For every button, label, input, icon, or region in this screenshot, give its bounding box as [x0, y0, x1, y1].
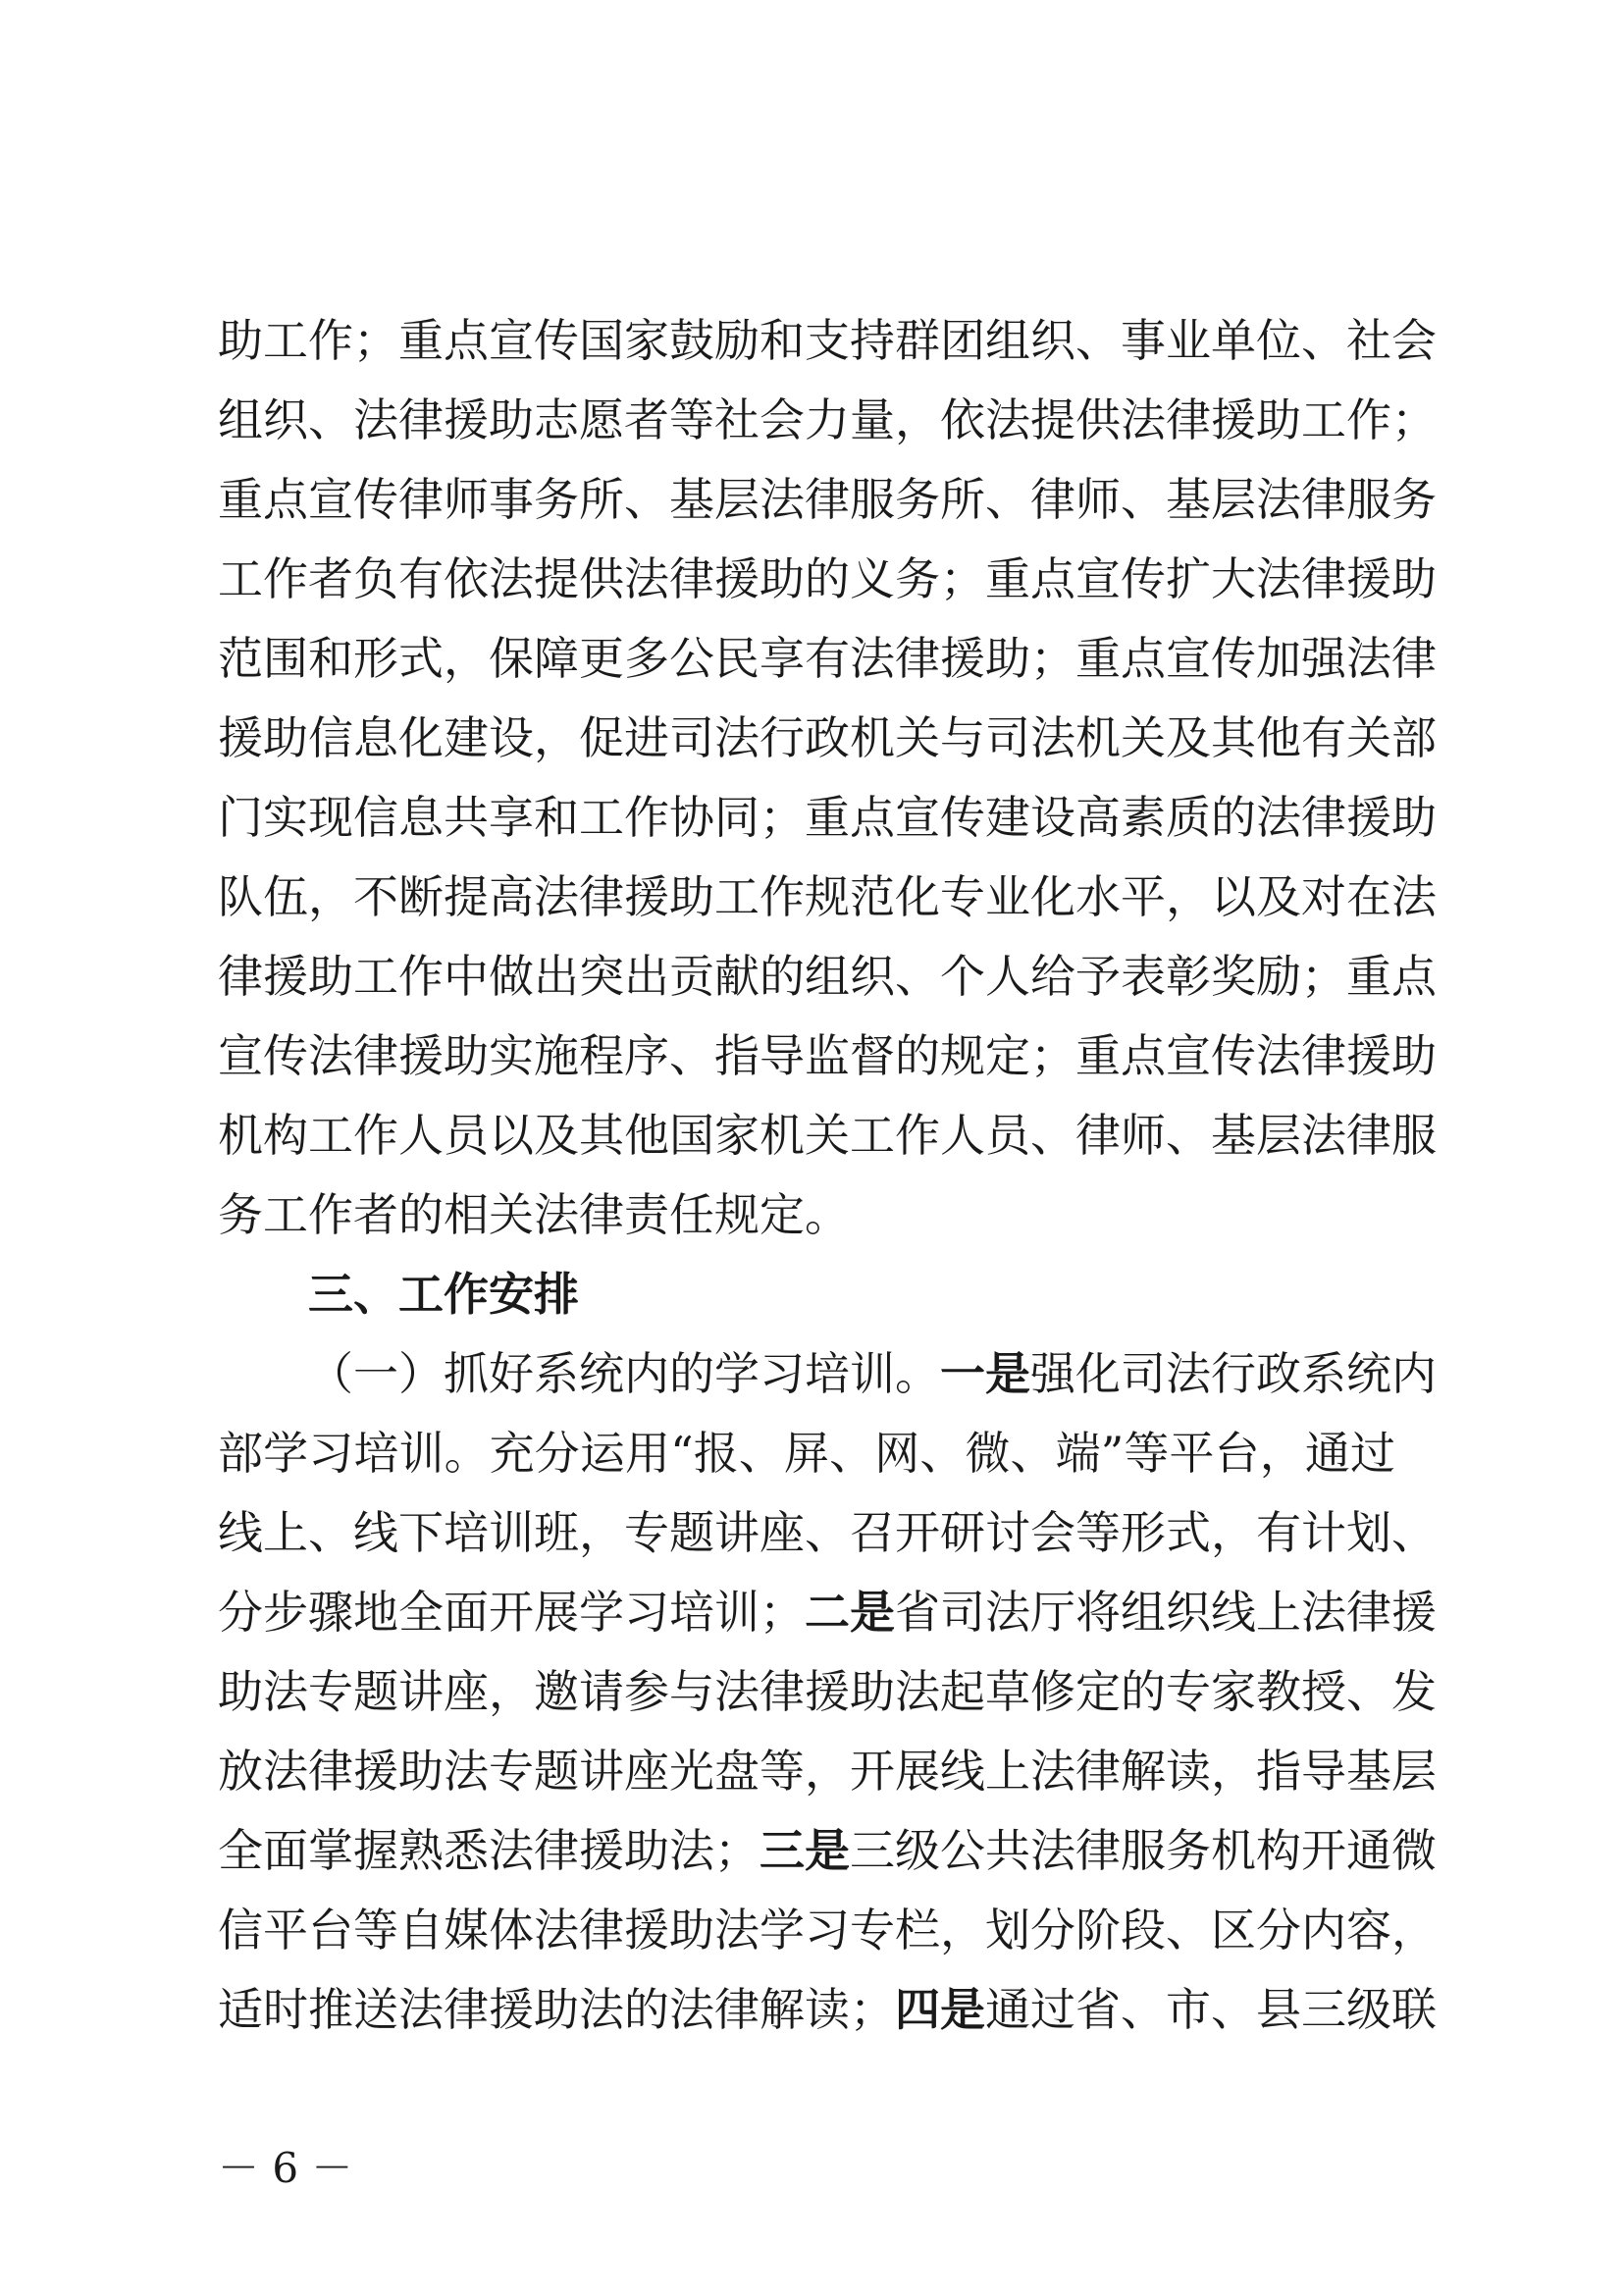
text-line: 范围和形式，保障更多公民享有法律援助；重点宣传加强法律 — [218, 632, 1437, 685]
subheading-text: （一）抓好系统内的学习培训。 — [308, 1347, 940, 1400]
text-line: 信平台等自媒体法律援助法学习专栏，划分阶段、区分内容， — [218, 1904, 1437, 1957]
item-marker: 三是 — [760, 1824, 850, 1877]
text-line: 线上、线下培训班，专题讲座、召开研讨会等形式，有计划、 — [218, 1506, 1437, 1559]
text-line: 宣传法律援助实施程序、指导监督的规定；重点宣传法律援助 — [218, 1029, 1437, 1082]
text-line: 助工作；重点宣传国家鼓励和支持群团组织、事业单位、社会 — [218, 314, 1437, 367]
item-marker: 一是 — [940, 1347, 1030, 1400]
text-line: 援助信息化建设，促进司法行政机关与司法机关及其他有关部 — [218, 711, 1437, 764]
text-line — [218, 1334, 1437, 1414]
text-span: 全面掌握熟悉法律援助法； — [218, 1824, 760, 1877]
text-line: 放法律援助法专题讲座光盘等，开展线上法律解读，指导基层 — [218, 1745, 1437, 1798]
body-text — [218, 301, 1437, 2050]
text-span: 三级公共法律服务机构开通微 — [850, 1824, 1437, 1877]
item-marker: 四是 — [895, 1983, 985, 2036]
text-line: 队伍，不断提高法律援助工作规范化专业化水平，以及对在法 — [218, 870, 1437, 923]
text-line: 组织、法律援助志愿者等社会力量，依法提供法律援助工作； — [218, 393, 1437, 446]
text-line: 律援助工作中做出突出贡献的组织、个人给予表彰奖励；重点 — [218, 950, 1437, 1003]
text-line: 重点宣传律师事务所、基层法律服务所、律师、基层法律服务 — [218, 473, 1437, 526]
text-span: 省司法厅将组织线上法律援 — [895, 1586, 1437, 1639]
text-line: 部学习培训。充分运用“报、屏、网、微、端”等平台，通过 — [218, 1427, 1395, 1480]
section-heading: 三、工作安排 — [308, 1268, 579, 1321]
text-span: 适时推送法律援助法的法律解读； — [218, 1983, 895, 2036]
text-line: 机构工作人员以及其他国家机关工作人员、律师、基层法律服 — [218, 1109, 1437, 1162]
text-line: 助法专题讲座，邀请参与法律援助法起草修定的专家教授、发 — [218, 1665, 1437, 1718]
text-line: 门实现信息共享和工作协同；重点宣传建设高素质的法律援助 — [218, 791, 1437, 844]
text-line: 工作者负有依法提供法律援助的义务；重点宣传扩大法律援助 — [218, 552, 1437, 605]
text-line — [218, 1811, 1437, 1891]
page-number: － 6 － — [218, 2144, 353, 2192]
text-span: 分步骤地全面开展学习培训； — [218, 1586, 805, 1639]
item-marker: 二是 — [805, 1586, 895, 1639]
text-line — [218, 1573, 1437, 1652]
text-span: 强化司法行政系统内 — [1030, 1347, 1437, 1400]
text-line — [218, 1970, 1437, 2050]
text-span: 通过省、市、县三级联 — [985, 1983, 1437, 2036]
text-line: 务工作者的相关法律责任规定。 — [218, 1188, 850, 1241]
